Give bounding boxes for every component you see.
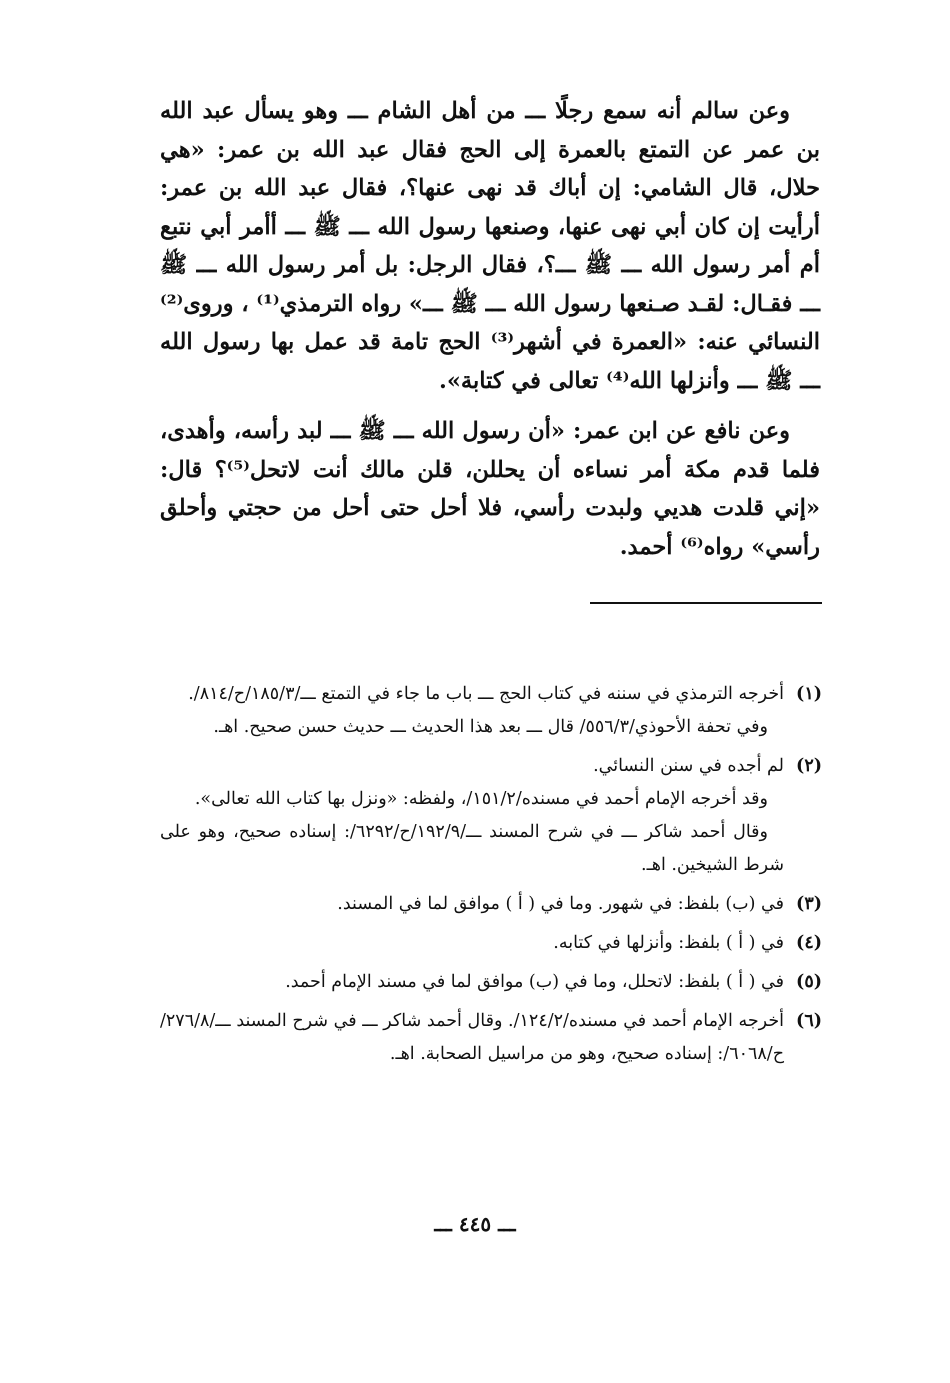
footnote-body bbox=[160, 966, 784, 999]
footnote-line: أخرجه الترمذي في سننه في كتاب الحج ـــ باب ما جاء في التمتع ـــ/١٨٥/٣/ح/٨١٤/. bbox=[188, 684, 784, 704]
footnote-body bbox=[160, 678, 784, 744]
footnote-line: وفي تحفة الأحوذي/٥٥٦/٣/ قال ـــ بعد هذا الحديث ـــ حديث حسن صحيح. اهـ. bbox=[213, 717, 768, 737]
footnote-line: أخرجه الإمام أحمد في مسنده/١٢٤/٢/. وقال أحمد شاكر ـــ في شرح المسند ـــ/٢٧٦/٨/ح/٦٠٦٨/: إسناده صحيح، وهو من مراسيل الصحابة. اهـ. bbox=[160, 1011, 785, 1064]
page-number: ـــ ٤٤٥ ـــ bbox=[434, 1212, 516, 1236]
footnote-line: في ( أ ) بلفظ: وأنزلها في كتابه. bbox=[553, 933, 784, 953]
main-text bbox=[160, 92, 820, 566]
footnote-body bbox=[160, 927, 784, 960]
footnote-body bbox=[160, 750, 784, 882]
footnote-divider bbox=[590, 602, 822, 604]
footnote-number: (٤) bbox=[796, 933, 822, 953]
footnote-6 bbox=[160, 1005, 822, 1071]
footnote-number: (٢) bbox=[796, 756, 822, 776]
footnotes-section bbox=[160, 678, 822, 1077]
footnote-number: (٣) bbox=[796, 894, 822, 914]
footnote-body bbox=[160, 1005, 784, 1071]
footnote-3 bbox=[160, 888, 822, 921]
main-paragraph-2: وعن نافع عن ابن عمر: «أن رسول الله ـــ ﷺ ـــ لبد رأسه، وأهدى، فلما قدم مكة أمر نساءه أن يحللن، قلن مالك أنت لاتحل⁽⁵⁾؟ قال: «إني قلدت هديي ولبدت رأسي، فلا أحل حتى أحل من حجتي وأحلق رأسي» رواه⁽⁶⁾ أحمد. bbox=[160, 418, 821, 560]
footnote-line: وقال أحمد شاكر ـــ في شرح المسند ـــ/١٩٢/٩/ح/٦٢٩٢/: إسناده صحيح، وهو على شرط الشيخين. اهـ. bbox=[160, 822, 784, 875]
footnote-line: وقد أخرجه الإمام أحمد في مسنده/١٥١/٢/، ولفظه: «ونزل بها كتاب الله تعالى». bbox=[194, 789, 768, 809]
footnote-1 bbox=[160, 678, 822, 744]
footnote-number: (١) bbox=[796, 684, 822, 704]
footnote-number: (٥) bbox=[796, 972, 822, 992]
footnote-line: لم أجده في سنن النسائي. bbox=[593, 756, 784, 776]
footnote-line: في ( أ ) بلفظ: لاتحلل، وما في (ب) موافق لما في مسند الإمام أحمد. bbox=[285, 972, 784, 992]
footnote-4 bbox=[160, 927, 822, 960]
footnote-5 bbox=[160, 966, 822, 999]
footnote-2 bbox=[160, 750, 822, 882]
footnote-body bbox=[160, 888, 784, 921]
footnote-line: في (ب) بلفظ: في شهور. وما في ( أ ) موافق لما في المسند. bbox=[337, 894, 784, 914]
footnote-number: (٦) bbox=[796, 1011, 822, 1031]
main-paragraph-1: وعن سالم أنه سمع رجلًا ـــ من أهل الشام ـــ وهو يسأل عبد الله بن عمر عن التمتع بالعمرة إلى الحج فقال عبد الله بن عمر: «هي حلال، قال الشامي: إن أباك قد نهى عنها؟، فقال عبد الله بن عمر: أرأيت إن كان أبي نهى عنها، وصنعها رسول الله ـــ ﷺ ـــ أأمر أبي نتبع أم أمر رسول الله ـــ ﷺ ـــ؟، فقال الرجل: بل أمر رسول الله ـــ ﷺ ـــ فقـال: لقـد صـنعها رسول الله ـــ ﷺ ـــ» رواه الترمذي⁽¹⁾ ، وروى⁽²⁾ النسائي عنه: «العمرة في أشهر⁽³⁾ الحج تامة قد عمل بها رسول الله ـــ ﷺ ـــ وأنزلها الله⁽⁴⁾ تعالى في كتابة». bbox=[160, 98, 820, 394]
